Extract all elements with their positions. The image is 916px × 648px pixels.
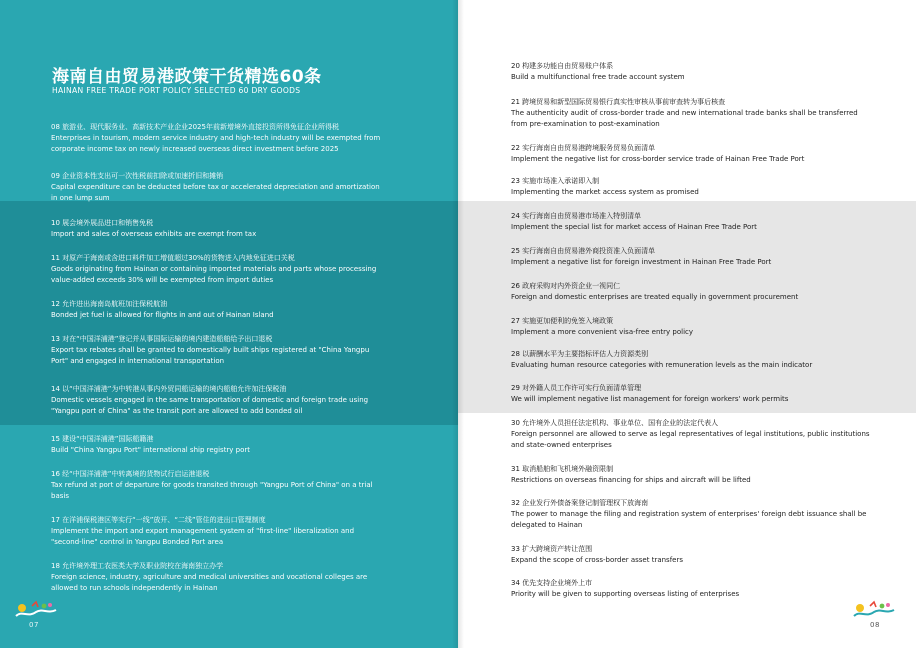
policy-item-en: Implement the special list for market access of Hainan Free Trade Port	[511, 223, 757, 231]
policy-item-cn: 21 跨境贸易和新型国际贸易银行真实性审核从事前审查转为事后核查	[511, 98, 726, 106]
policy-item-14	[51, 384, 386, 418]
policy-item-cn: 15 建设“中国洋浦港”国际船籍港	[51, 435, 154, 443]
policy-item-en: Capital expenditure can be deducted before tax or accelerated depreciation and amortization in one lump sum	[51, 183, 380, 203]
policy-item-en: Restrictions on overseas financing for ships and aircraft will be lifted	[511, 476, 751, 484]
policy-item-25	[511, 246, 871, 268]
policy-item-cn: 12 允许进出海南岛航班加注保税航油	[51, 300, 168, 308]
policy-item-en: Tax refund at port of departure for goods transited through "Yangpu Port of China" on a trial basis	[51, 481, 373, 501]
policy-item-cn: 31 取消船舶和飞机境外融资限制	[511, 465, 614, 473]
hainan-logo-icon	[852, 600, 896, 620]
policy-item-08	[51, 122, 386, 156]
policy-item-cn: 33 扩大跨境资产转让范围	[511, 545, 593, 553]
policy-item-cn: 17 在洋浦保税港区等实行“一线”放开、“二线”管住的进出口管理制度	[51, 516, 266, 524]
policy-item-15	[51, 434, 386, 456]
page-number: 07	[29, 621, 39, 629]
policy-item-cn: 24 实行海南自由贸易港市场准入特别清单	[511, 212, 642, 220]
policy-item-en: We will implement negative list management for foreign workers' work permits	[511, 395, 789, 403]
policy-item-en: Implement a negative list for foreign investment in Hainan Free Trade Port	[511, 258, 772, 266]
policy-item-en: Domestic vessels engaged in the same transportation of domestic and foreign trade using "Yangpu port of China" as the transit port are allowed to add bonded oil	[51, 396, 369, 416]
policy-item-21	[511, 97, 871, 131]
page-number: 08	[870, 621, 880, 629]
page-gutter	[452, 0, 464, 648]
policy-item-en: Foreign personnel are allowed to serve as legal representatives of legal institutions, public institutions and state-owned enterprises	[511, 430, 870, 450]
policy-item-cn: 32 企业发行外债备案登记制管理权下放海南	[511, 499, 649, 507]
policy-item-en: Build "China Yangpu Port" international ship registry port	[51, 446, 251, 454]
policy-item-cn: 22 实行海南自由贸易港跨境服务贸易负面清单	[511, 144, 656, 152]
policy-item-en: Bonded jet fuel is allowed for flights in and out of Hainan Island	[51, 311, 274, 319]
policy-item-en: Priority will be given to supporting overseas listing of enterprises	[511, 590, 740, 598]
policy-item-en: Expand the scope of cross-border asset transfers	[511, 556, 684, 564]
policy-item-en: Foreign and domestic enterprises are treated equally in government procurement	[511, 293, 799, 301]
right-page	[458, 0, 916, 648]
policy-item-en: The authenticity audit of cross-border trade and new international trade banks shall be transferred from pre-examination to post-examination	[511, 109, 858, 129]
policy-item-en: Foreign science, industry, agriculture and medical universities and vocational colleges are allowed to run schools independently in Hainan	[51, 573, 368, 593]
policy-item-cn: 30 允许境外人员担任法定机构、事业单位、国有企业的法定代表人	[511, 419, 719, 427]
policy-item-22	[511, 143, 871, 165]
policy-item-16	[51, 469, 386, 503]
policy-item-cn: 25 实行海南自由贸易港外商投资准入负面清单	[511, 247, 656, 255]
policy-item-13	[51, 334, 386, 368]
page-title: 海南自由贸易港政策干货精选60条	[52, 67, 322, 87]
policy-item-en: Evaluating human resource categories with remuneration levels as the main indicator	[511, 361, 813, 369]
policy-item-cn: 29 对外籍人员工作许可实行负面清单管理	[511, 384, 642, 392]
hainan-logo-icon	[14, 600, 58, 620]
policy-item-23	[511, 176, 871, 198]
policy-item-26	[511, 281, 871, 303]
policy-item-27	[511, 316, 871, 338]
policy-item-cn: 28 以薪酬水平为主要指标评估人力资源类别	[511, 350, 649, 358]
policy-item-17	[51, 515, 386, 549]
policy-item-cn: 20 构建多功能自由贸易账户体系	[511, 62, 614, 70]
policy-item-20	[511, 61, 871, 83]
policy-item-en: Implementing the market access system as promised	[511, 188, 699, 196]
policy-item-28	[511, 349, 871, 371]
policy-item-en: Implement the negative list for cross-border service trade of Hainan Free Trade Port	[511, 155, 805, 163]
policy-item-cn: 34 优先支持企业境外上市	[511, 579, 593, 587]
policy-item-09	[51, 171, 386, 205]
policy-item-29	[511, 383, 871, 405]
policy-item-cn: 13 对在“中国洋浦港”登记并从事国际运输的境内建造船舶给予出口退税	[51, 335, 273, 343]
policy-item-cn: 18 允许境外理工农医类大学及职业院校在海南独立办学	[51, 562, 224, 570]
policy-item-en: Enterprises in tourism, modern service industry and high-tech industry will be exempted from corporate income tax on newly increased overseas direct investment before 2025	[51, 134, 381, 154]
page-subtitle: HAINAN FREE TRADE PORT POLICY SELECTED 60 DRY GOODS	[52, 86, 301, 95]
policy-item-12	[51, 299, 386, 321]
policy-item-en: The power to manage the filing and registration system of enterprises' foreign debt issuance shall be delegated to Hainan	[511, 510, 867, 530]
policy-item-cn: 23 实施市场准入承诺即入制	[511, 177, 600, 185]
policy-item-cn: 14 以“中国洋浦港”为中转港从事内外贸同船运输的境内船舶允许加注保税油	[51, 385, 287, 393]
policy-item-cn: 10 展会境外展品进口和销售免税	[51, 219, 154, 227]
policy-item-cn: 26 政府采购对内外资企业一视同仁	[511, 282, 621, 290]
policy-item-en: Implement the import and export management system of "first-line" liberalization and "second-line" control in Yangpu Bonded Port area	[51, 527, 355, 547]
policy-item-cn: 08 旅游业、现代服务业、高新技术产业企业2025年前新增境外直接投资所得免征企业所得税	[51, 123, 339, 131]
policy-item-18	[51, 561, 386, 595]
policy-item-en: Build a multifunctional free trade account system	[511, 73, 685, 81]
policy-item-30	[511, 418, 871, 452]
policy-item-cn: 27 实施更加便利的免签入境政策	[511, 317, 614, 325]
policy-item-33	[511, 544, 871, 566]
policy-item-en: Import and sales of overseas exhibits are exempt from tax	[51, 230, 257, 238]
policy-item-cn: 16 经“中国洋浦港”中转离境的货物试行启运港退税	[51, 470, 210, 478]
policy-item-32	[511, 498, 871, 532]
policy-item-en: Implement a more convenient visa-free entry policy	[511, 328, 694, 336]
policy-item-31	[511, 464, 871, 486]
policy-item-34	[511, 578, 871, 600]
policy-item-10	[51, 218, 386, 240]
policy-item-en: Export tax rebates shall be granted to domestically built ships registered at "China Yangpu Port" and engaged in international transportation	[51, 346, 370, 366]
policy-item-11	[51, 253, 386, 287]
policy-item-24	[511, 211, 871, 233]
policy-item-cn: 09 企业资本性支出可一次性税前扣除或加速折旧和摊销	[51, 172, 224, 180]
policy-item-en: Goods originating from Hainan or containing imported materials and parts whose processing value-added exceeds 30% will be exempted from import duties	[51, 265, 377, 285]
policy-item-cn: 11 对原产于海南或含进口料件加工增值超过30%的货物进入内地免征进口关税	[51, 254, 295, 262]
